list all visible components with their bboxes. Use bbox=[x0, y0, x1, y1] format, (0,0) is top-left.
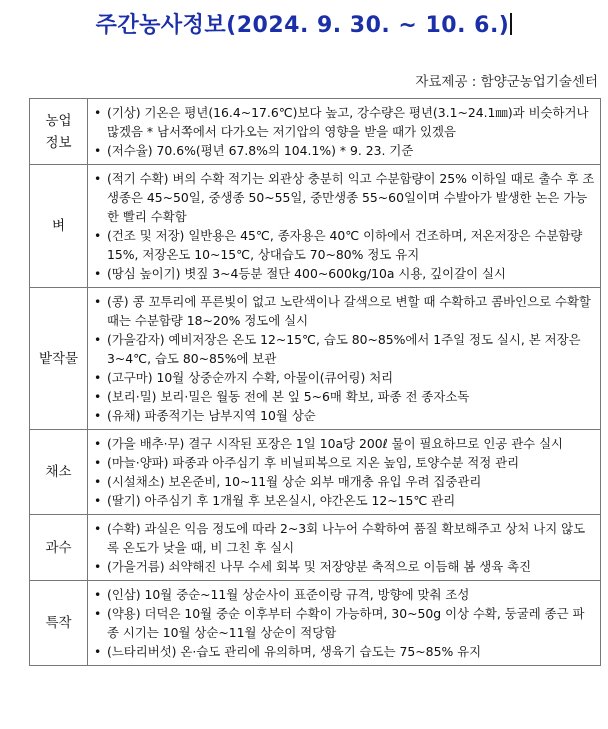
bullet-icon: • bbox=[94, 606, 102, 621]
bullet-icon: • bbox=[94, 521, 102, 536]
item-text: (보리·밀) 보리·밀은 월동 전에 본 잎 5~6매 확보, 파종 전 종자소독 bbox=[107, 389, 470, 404]
list-item bbox=[94, 330, 596, 368]
section-row bbox=[30, 581, 601, 666]
list-item bbox=[94, 264, 596, 283]
bullet-icon: • bbox=[94, 644, 102, 659]
item-text: (건조 및 저장) 일반용은 45℃, 종자용은 40℃ 이하에서 건조하며, 저온저장은 수분함량 15%, 저장온도 10~15℃, 상대습도 70~80% 정도 유지 bbox=[107, 228, 583, 262]
item-text: (가을 배추·무) 결구 시작된 포장은 1일 10a당 200ℓ 물이 필요하므로 인공 관수 실시 bbox=[107, 436, 564, 451]
item-text: (저수율) 70.6%(평년 67.8%의 104.1%) * 9. 23. 기준 bbox=[107, 143, 414, 158]
list-item bbox=[94, 226, 596, 264]
source-credit: 자료제공 : 함양군농업기술센터 bbox=[415, 74, 598, 90]
category-cell bbox=[30, 515, 88, 581]
item-text: (가을거름) 쇠약해진 나무 수세 회복 및 저장양분 축적으로 이듬해 봄 생육 촉진 bbox=[107, 559, 532, 574]
item-text: (땅심 높이기) 볏짚 3~4등분 절단 400~600kg/10a 시용, 깊이갈이 실시 bbox=[107, 266, 506, 281]
category-cell bbox=[30, 99, 88, 165]
list-item bbox=[94, 557, 596, 576]
category-label: 벼 bbox=[51, 218, 66, 234]
section-row bbox=[30, 515, 601, 581]
list-item bbox=[94, 368, 596, 387]
bullet-icon: • bbox=[94, 559, 102, 574]
item-text: (가을감자) 예비저장은 온도 12~15℃, 습도 80~85%에서 1주일 정도 실시, 본 저장은 3~4℃, 습도 80~85%에 보관 bbox=[107, 332, 581, 366]
list-item bbox=[94, 141, 596, 160]
category-label: 과수 bbox=[45, 539, 72, 556]
bullet-icon: • bbox=[94, 389, 102, 404]
list-item bbox=[94, 472, 596, 491]
item-text: (약용) 더덕은 10월 중순 이후부터 수확이 가능하며, 30~50g 이상 수확, 둥굴레 종근 파종 시기는 10월 상순~11월 상순이 적당함 bbox=[107, 606, 585, 640]
list-item bbox=[94, 434, 596, 453]
bullet-icon: • bbox=[94, 228, 102, 243]
item-text: (고구마) 10월 상중순까지 수확, 아물이(큐어링) 처리 bbox=[107, 370, 394, 385]
item-text: (마늘·양파) 파종과 아주심기 후 비닐피복으로 지온 높임, 토양수분 적정 관리 bbox=[107, 455, 520, 470]
bullet-icon: • bbox=[94, 370, 102, 385]
bullet-icon: • bbox=[94, 474, 102, 489]
list-item bbox=[94, 585, 596, 604]
bullet-icon: • bbox=[94, 332, 102, 347]
list-item bbox=[94, 406, 596, 425]
content-cell bbox=[88, 165, 601, 288]
bullet-icon: • bbox=[94, 105, 102, 120]
item-text: (딸기) 아주심기 후 1개월 후 보온실시, 야간온도 12~15℃ 관리 bbox=[107, 493, 456, 508]
list-item bbox=[94, 169, 596, 226]
category-cell bbox=[30, 430, 88, 515]
bullet-icon: • bbox=[94, 455, 102, 470]
list-item bbox=[94, 642, 596, 661]
section-row bbox=[30, 165, 601, 288]
item-text: (느타리버섯) 온·습도 관리에 유의하며, 생육기 습도는 75~85% 유지 bbox=[107, 644, 482, 659]
item-text: (인삼) 10월 중순~11월 상순사이 표준이랑 규격, 방향에 맞춰 조성 bbox=[107, 587, 470, 602]
content-cell bbox=[88, 430, 601, 515]
list-item bbox=[94, 491, 596, 510]
content-cell bbox=[88, 99, 601, 165]
text-cursor bbox=[510, 13, 512, 35]
farming-info-table bbox=[29, 98, 601, 666]
item-text: (시설채소) 보온준비, 10~11월 상순 외부 매개충 유입 우려 집중관리 bbox=[107, 474, 482, 489]
item-text: (콩) 콩 꼬투리에 푸른빛이 없고 노란색이나 갈색으로 변할 때 수확하고 콤바인으로 수확할 때는 수분함량 18~20% 정도에 실시 bbox=[107, 294, 591, 328]
category-cell bbox=[30, 581, 88, 666]
section-row bbox=[30, 430, 601, 515]
bullet-icon: • bbox=[94, 171, 102, 186]
bullet-icon: • bbox=[94, 587, 102, 602]
item-text: (수확) 과실은 익음 정도에 따라 2~3회 나누어 수확하여 품질 확보해주고 상처 나지 않도록 온도가 낮을 때, 비 그친 후 실시 bbox=[107, 521, 586, 555]
item-text: (유채) 파종적기는 남부지역 10월 상순 bbox=[107, 408, 316, 423]
category-cell bbox=[30, 288, 88, 430]
item-text: (기상) 기온은 평년(16.4~17.6℃)보다 높고, 강수량은 평년(3.1~24.1㎜)과 비슷하거나 많겠음 * 남서쪽에서 다가오는 저기압의 영향을 받을 때가 있겠음 bbox=[107, 105, 589, 139]
bullet-icon: • bbox=[94, 436, 102, 451]
category-label: 밭작물 bbox=[38, 350, 79, 367]
item-text: (적기 수확) 벼의 수확 적기는 외관상 충분히 익고 수분함량이 25% 이하일 때로 출수 후 조생종은 45~50일, 중생종 50~55일, 중만생종 55~60일이며 수발아가 발생한 논은 가능한 빨리 수확함 bbox=[107, 171, 595, 224]
bullet-icon: • bbox=[94, 294, 102, 309]
page-title: 주간농사정보(2024. 9. 30. ~ 10. 6.) bbox=[0, 8, 608, 39]
content-cell bbox=[88, 515, 601, 581]
category-label: 농업 정보 bbox=[45, 112, 72, 151]
list-item bbox=[94, 103, 596, 141]
section-row bbox=[30, 99, 601, 165]
category-label: 채소 bbox=[45, 464, 72, 480]
bullet-icon: • bbox=[94, 143, 102, 158]
section-row bbox=[30, 288, 601, 430]
content-cell bbox=[88, 581, 601, 666]
bullet-icon: • bbox=[94, 408, 102, 423]
bullet-icon: • bbox=[94, 493, 102, 508]
bullet-icon: • bbox=[94, 266, 102, 281]
content-cell bbox=[88, 288, 601, 430]
list-item bbox=[94, 453, 596, 472]
list-item bbox=[94, 292, 596, 330]
category-label: 특작 bbox=[45, 615, 72, 631]
list-item bbox=[94, 604, 596, 642]
list-item bbox=[94, 387, 596, 406]
list-item bbox=[94, 519, 596, 557]
category-cell bbox=[30, 165, 88, 288]
